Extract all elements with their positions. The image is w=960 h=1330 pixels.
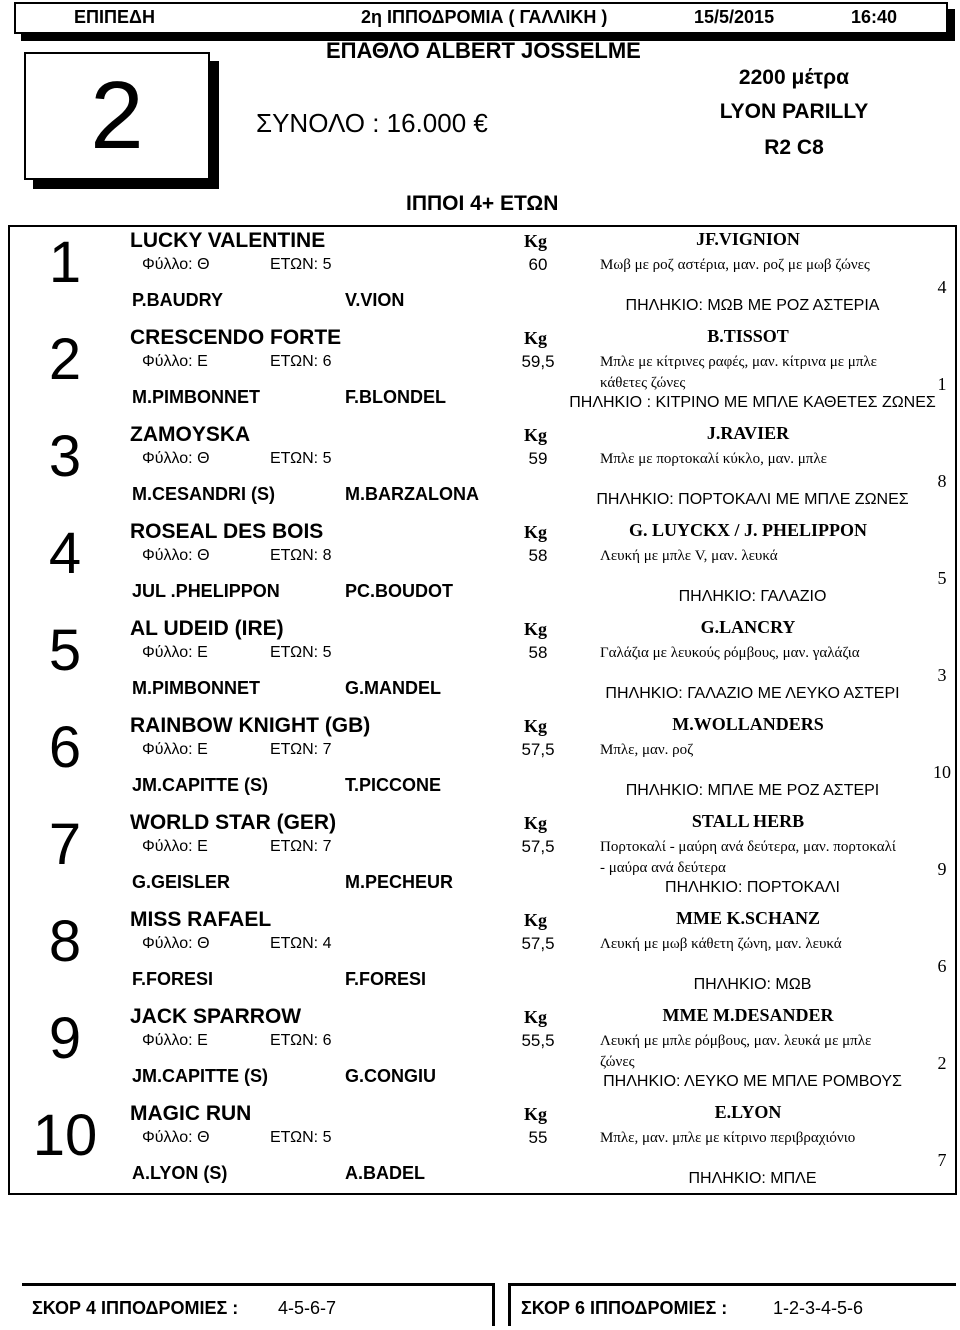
kg-label: Kg [524,619,548,639]
horse-age: ΕΤΩΝ: 7 [270,838,332,855]
trainer-name: G.CONGIU [345,1066,437,1086]
horse-name: ZAMOYSKA [130,423,251,446]
horse-name: MISS RAFAEL [130,908,272,931]
colors-description: Μπλε, μαν. μπλε με κίτρινο περιβραχιόνιο [600,1130,856,1146]
draw-number: 3 [937,665,947,685]
runner-number: 2 [48,327,82,392]
carried-weight: 55,5 [521,1031,555,1050]
kg-label: Kg [524,1007,548,1027]
colors-description: Μπλε με κίτρινες ραφές, μαν. κίτρινα με μπλε κάθετες ζώνες [600,354,877,391]
horse-name: CRESCENDO FORTE [130,326,342,349]
race-code: R2 C8 [764,136,824,159]
horse-age: ΕΤΩΝ: 6 [270,353,332,370]
race-number-box [24,52,210,180]
race-number: 2 [90,62,144,169]
kg-label: Kg [524,425,548,445]
horse-age: ΕΤΩΝ: 5 [270,256,332,273]
runner-number: 1 [48,230,82,295]
runner-row [10,518,955,615]
trainer-name: T.PICCONE [345,775,442,795]
kg-label: Kg [524,522,548,542]
silk-description: ΠΗΛΗΚΙΟ: ΜΠΛΕ [688,1170,817,1187]
draw-number: 1 [937,374,947,394]
draw-number: 7 [937,1150,947,1170]
prize-name: ΕΠΑΘΛΟ ALBERT JOSSELME [326,38,641,63]
race-type: ΕΠΙΠΕΔΗ [74,7,155,27]
runner-number: 5 [48,618,82,683]
runner-number: 4 [48,521,82,586]
header-bar [14,2,948,34]
score6-box [508,1283,956,1326]
kg-label: Kg [524,328,548,348]
draw-number: 10 [933,762,951,782]
score6-label: ΣΚΟΡ 6 ΙΠΠΟΔΡΟΜΙΕΣ : [521,1298,728,1318]
kg-label: Kg [524,910,548,930]
horse-age: ΕΤΩΝ: 5 [270,1129,332,1146]
trainer-name: F.BLONDEL [345,387,446,407]
silk-description: ΠΗΛΗΚΙΟ: ΓΑΛΑΖΙΟ [678,588,827,605]
draw-number: 5 [937,568,947,588]
draw-number: 4 [937,277,947,297]
score6-value: 1-2-3-4-5-6 [773,1298,864,1318]
runner-row [10,615,955,712]
jockey-name: P.BAUDRY [132,290,224,310]
silk-description: ΠΗΛΗΚΙΟ: ΜΩΒ ΜΕ ΡΟΖ ΑΣΤΕΡΙΑ [625,297,880,314]
draw-number: 9 [937,859,947,879]
runner-number: 7 [48,812,82,877]
draw-number: 8 [937,471,947,491]
horse-name: LUCKY VALENTINE [130,229,326,252]
jockey-name: JM.CAPITTE (S) [132,775,269,795]
colors-description: Λευκή με μπλε ρόμβους, μαν. λευκά με μπλε ζώνες [600,1033,872,1070]
kg-label: Kg [524,231,548,251]
kg-label: Kg [524,1104,548,1124]
carried-weight: 60 [528,255,548,274]
race-title: 2η ΙΠΠΟΔΡΟΜΙΑ ( ΓΑΛΛΙΚΗ ) [361,7,608,27]
horse-sex: Φύλλο: Θ [142,450,210,467]
owner-name: MME M.DESANDER [662,1005,834,1025]
colors-description: Μπλε, μαν. ροζ [600,742,694,758]
jockey-name: A.LYON (S) [132,1163,228,1183]
score4-label: ΣΚΟΡ 4 ΙΠΠΟΔΡΟΜΙΕΣ : [32,1298,239,1318]
trainer-name: A.BADEL [345,1163,425,1183]
horse-age: ΕΤΩΝ: 5 [270,450,332,467]
horse-age: ΕΤΩΝ: 7 [270,741,332,758]
horse-name: WORLD STAR (GER) [130,811,337,834]
runner-row [10,1003,955,1100]
colors-description: Λευκή με μωβ κάθετη ζώνη, μαν. λευκά [600,936,842,952]
jockey-name: F.FORESI [132,969,214,989]
owner-name: STALL HERB [691,811,805,831]
runner-number: 10 [32,1103,98,1168]
runner-row [10,227,955,324]
race-time: 16:40 [851,7,898,27]
silk-description: ΠΗΛΗΚΙΟ: ΠΟΡΤΟΚΑΛΙ ΜΕ ΜΠΛΕ ΖΩΝΕΣ [596,491,909,508]
score4-box [22,1283,495,1326]
runner-number: 8 [48,909,82,974]
horse-sex: Φύλλο: Ε [142,741,208,758]
horse-name: MAGIC RUN [130,1102,252,1125]
trainer-name: F.FORESI [345,969,427,989]
colors-description: Πορτοκαλί - μαύρη ανά δεύτερα, μαν. πορτοκαλί - μαύρα ανά δεύτερα [600,839,896,876]
owner-name: J.RAVIER [706,423,790,443]
race-category: ΙΠΠΟΙ 4+ ΕΤΩΝ [406,192,559,215]
owner-name: G.LANCRY [700,617,796,637]
horse-age: ΕΤΩΝ: 4 [270,935,332,952]
horse-sex: Φύλλο: Ε [142,838,208,855]
owner-name: E.LYON [714,1102,782,1122]
owner-name: M.WOLLANDERS [672,714,824,734]
silk-description: ΠΗΛΗΚΙΟ: ΓΑΛΑΖΙΟ ΜΕ ΛΕΥΚΟ ΑΣΤΕΡΙ [605,685,900,702]
distance: 2200 μέτρα [738,66,850,89]
runner-row [10,421,955,518]
jockey-name: JM.CAPITTE (S) [132,1066,269,1086]
horse-sex: Φύλλο: Θ [142,547,210,564]
runner-row [10,906,955,1003]
silk-description: ΠΗΛΗΚΙΟ: ΜΩΒ [693,976,812,993]
horse-sex: Φύλλο: Θ [142,1129,210,1146]
kg-label: Kg [524,716,548,736]
carried-weight: 59,5 [521,352,555,371]
kg-label: Kg [524,813,548,833]
runner-row [10,1100,955,1197]
carried-weight: 58 [528,546,548,565]
runners-table [8,225,957,1195]
horse-sex: Φύλλο: Ε [142,353,208,370]
trainer-name: V.VION [345,290,405,310]
carried-weight: 57,5 [521,740,555,759]
carried-weight: 57,5 [521,837,555,856]
silk-description: ΠΗΛΗΚΙΟ : ΚΙΤΡΙΝΟ ΜΕ ΜΠΛΕ ΚΑΘΕΤΕΣ ΖΩΝΕΣ [569,394,936,411]
jockey-name: M.PIMBONNET [132,387,260,407]
colors-description: Μπλε με πορτοκαλί κύκλο, μαν. μπλε [600,451,827,467]
horse-age: ΕΤΩΝ: 6 [270,1032,332,1049]
jockey-name: JUL .PHELIPPON [132,581,280,601]
runner-row [10,809,955,906]
horse-name: AL UDEID (IRE) [130,617,284,640]
runner-row [10,324,955,421]
carried-weight: 57,5 [521,934,555,953]
owner-name: JF.VIGNION [696,229,800,249]
horse-age: ΕΤΩΝ: 5 [270,644,332,661]
trainer-name: G.MANDEL [345,678,441,698]
draw-number: 6 [937,956,947,976]
colors-description: Γαλάζια με λευκούς ρόμβους, μαν. γαλάζια [600,645,860,661]
trainer-name: M.PECHEUR [345,872,454,892]
horse-age: ΕΤΩΝ: 8 [270,547,332,564]
horse-name: JACK SPARROW [130,1005,302,1028]
carried-weight: 58 [528,643,548,662]
horse-name: ROSEAL DES BOIS [130,520,324,543]
silk-description: ΠΗΛΗΚΙΟ: ΜΠΛΕ ΜΕ ΡΟΖ ΑΣΤΕΡΙ [625,782,880,799]
race-date: 15/5/2015 [694,7,775,27]
colors-description: Μωβ με ροζ αστέρια, μαν. ροζ με μωβ ζώνες [600,257,870,273]
jockey-name: M.PIMBONNET [132,678,260,698]
silk-description: ΠΗΛΗΚΙΟ: ΛΕΥΚΟ ΜΕ ΜΠΛΕ ΡΟΜΒΟΥΣ [603,1073,902,1090]
owner-name: G. LUYCKX / J. PHELIPPON [628,520,867,540]
draw-number: 2 [937,1053,947,1073]
runner-number: 9 [48,1006,82,1071]
trainer-name: PC.BOUDOT [345,581,453,601]
colors-description: Λευκή με μπλε V, μαν. λευκά [600,548,778,564]
prize-total: ΣΥΝΟΛΟ : 16.000 € [256,108,488,138]
carried-weight: 55 [528,1128,548,1147]
runner-number: 3 [48,424,82,489]
runner-number: 6 [48,715,82,780]
runner-row [10,712,955,809]
horse-name: RAINBOW KNIGHT (GB) [130,714,371,737]
horse-sex: Φύλλο: Θ [142,256,210,273]
owner-name: MME K.SCHANZ [676,908,820,928]
trainer-name: M.BARZALONA [345,484,479,504]
jockey-name: M.CESANDRI (S) [132,484,275,504]
silk-description: ΠΗΛΗΚΙΟ: ΠΟΡΤΟΚΑΛΙ [665,879,840,896]
jockey-name: G.GEISLER [132,872,231,892]
horse-sex: Φύλλο: Ε [142,644,208,661]
owner-name: B.TISSOT [707,326,789,346]
venue: LYON PARILLY [719,100,869,123]
score4-value: 4-5-6-7 [278,1298,337,1318]
horse-sex: Φύλλο: Θ [142,935,210,952]
carried-weight: 59 [528,449,548,468]
horse-sex: Φύλλο: Ε [142,1032,208,1049]
